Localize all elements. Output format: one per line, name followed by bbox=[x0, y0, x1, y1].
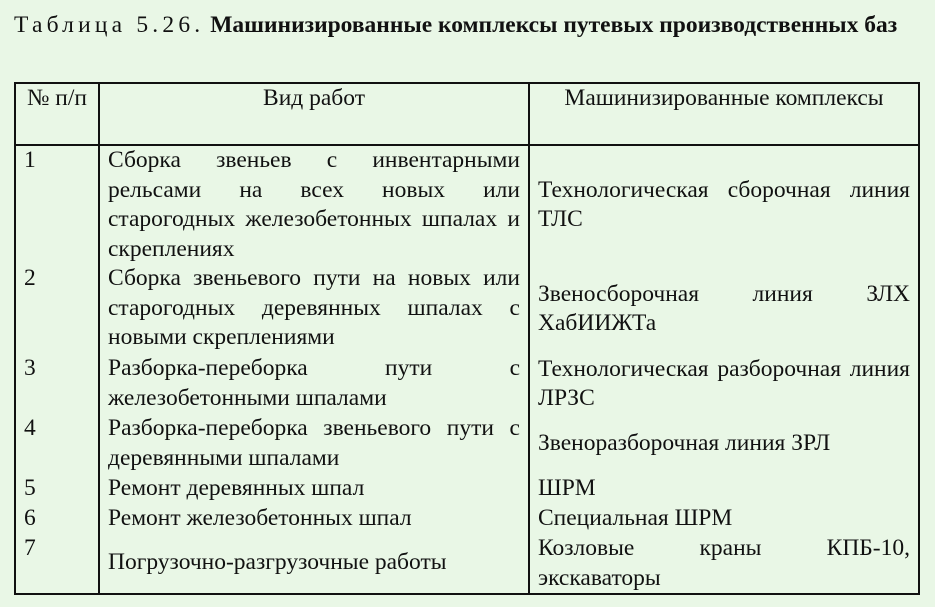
row-num: 6 bbox=[15, 504, 99, 534]
row-work: Ремонт деревянных шпал bbox=[99, 474, 529, 504]
row-work: Ремонт железобетонных шпал bbox=[99, 504, 529, 534]
row-num: 1 bbox=[15, 145, 99, 264]
machinery-table bbox=[14, 82, 920, 595]
row-work: Разборка-переборка звеньевого пути с деревянными шпалами bbox=[99, 414, 529, 474]
table-header-row bbox=[15, 83, 919, 145]
row-machines: ШРМ bbox=[529, 474, 919, 504]
header-machines: Машинизированные комплексы bbox=[529, 83, 919, 145]
header-work: Вид работ bbox=[99, 83, 529, 145]
row-machines: Технологическая сборочная линия ТЛС bbox=[529, 145, 919, 264]
table-row bbox=[15, 145, 919, 264]
header-num: № п/п bbox=[15, 83, 99, 145]
table-row bbox=[15, 354, 919, 414]
table-number-label: Таблица 5.26. bbox=[14, 12, 205, 38]
table-title: Машинизированные комплексы путевых производственных баз bbox=[210, 12, 898, 38]
row-work: Сборка звеньевого пути на новых или старогодных деревянных шпалах с новыми скреплениями bbox=[99, 264, 529, 354]
row-machines: Технологическая разборочная линия ЛРЗС bbox=[529, 354, 919, 414]
row-num: 4 bbox=[15, 414, 99, 474]
row-work: Погрузочно-разгрузочные работы bbox=[99, 534, 529, 594]
row-work: Разборка-переборка пути с железобетонными шпалами bbox=[99, 354, 529, 414]
table-row bbox=[15, 414, 919, 474]
row-machines: Звеноразборочная линия ЗРЛ bbox=[529, 414, 919, 474]
row-machines: Специальная ШРМ bbox=[529, 504, 919, 534]
row-machines: Звеносборочная линия ЗЛХ ХабИИЖТа bbox=[529, 264, 919, 354]
row-work: Сборка звеньев с инвентарными рельсами на всех новых или старогодных железобетонных шпалах и скреплениях bbox=[99, 145, 529, 264]
table-row bbox=[15, 474, 919, 504]
row-num: 3 bbox=[15, 354, 99, 414]
row-machines: Козловые краны КПБ-10, экскаваторы bbox=[529, 534, 919, 594]
row-num: 5 bbox=[15, 474, 99, 504]
table-caption bbox=[14, 8, 924, 42]
table-row bbox=[15, 534, 919, 594]
row-num: 7 bbox=[15, 534, 99, 594]
table-row bbox=[15, 504, 919, 534]
table-row bbox=[15, 264, 919, 354]
row-num: 2 bbox=[15, 264, 99, 354]
